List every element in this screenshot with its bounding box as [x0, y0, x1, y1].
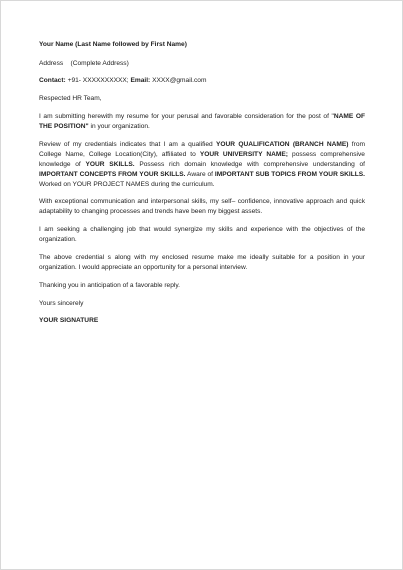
address-label: Address [39, 59, 64, 67]
paragraph-intro: I am submitting herewith my resume for your perusal and favorable consideration for the post of "NAME OF THE POSITION" in your organization. [39, 112, 366, 130]
sub-topics: IMPORTANT SUB TOPICS FROM YOUR SKILLS. [214, 170, 365, 178]
contact-label: Contact: [39, 77, 66, 85]
position-name: NAME OF THE POSITION" [39, 112, 366, 130]
email-label: Email: [130, 77, 151, 85]
important-concepts: IMPORTANT CONCEPTS FROM YOUR SKILLS. [39, 170, 186, 178]
paragraph-suitability: The above credential s along with my enclosed resume make me ideally suitable for a position in your organization. I would appreciate an opportunity for a personal interview. [39, 254, 365, 272]
name-heading: Your Name (Last Name followed by First Name) [39, 41, 187, 48]
salutation: Respected HR Team, [39, 95, 102, 103]
paragraph-thanks: Thanking you in anticipation of a favorable reply. [39, 281, 180, 289]
signature: YOUR SIGNATURE [39, 317, 99, 325]
cover-letter [39, 40, 365, 334]
address-value: (Complete Address) [70, 59, 129, 67]
closing: Yours sincerely [39, 299, 84, 307]
qualification: YOUR QUALIFICATION (BRANCH NAME) [216, 140, 349, 148]
paragraph-skills: With exceptional communication and interpersonal skills, my self– confidence, innovative approach and quick adaptability to changing processes and trends have been my biggest assets. [39, 198, 365, 216]
university-name: YOUR UNIVERSITY NAME; [199, 150, 288, 158]
contact-value: +91- XXXXXXXXXX; [67, 77, 129, 85]
paragraph-credentials: Review of my credentials indicates that I am a qualified YOUR QUALIFICATION (BRANCH NAME) from College Name, College Location(City), affiliated to YOUR UNIVERSITY NAME; possess comprehensive knowledge of YOUR SKILLS. Possess rich domain knowledge with comprehensive understanding of IMPORTANT CONCEPTS FROM YOUR SKILLS. Aware of IMPORTANT SUB TOPICS FROM YOUR SKILLS. Worked on YOUR PROJECT NAMES during the curriculum. [39, 140, 365, 188]
address-line [39, 59, 365, 69]
contact-line [39, 76, 365, 86]
paragraph-objective: I am seeking a challenging job that would synergize my skills and experience with the objectives of the organization. [39, 226, 365, 244]
email-value: XXXX@gmail.com [152, 77, 207, 85]
skills: YOUR SKILLS. [85, 160, 135, 168]
